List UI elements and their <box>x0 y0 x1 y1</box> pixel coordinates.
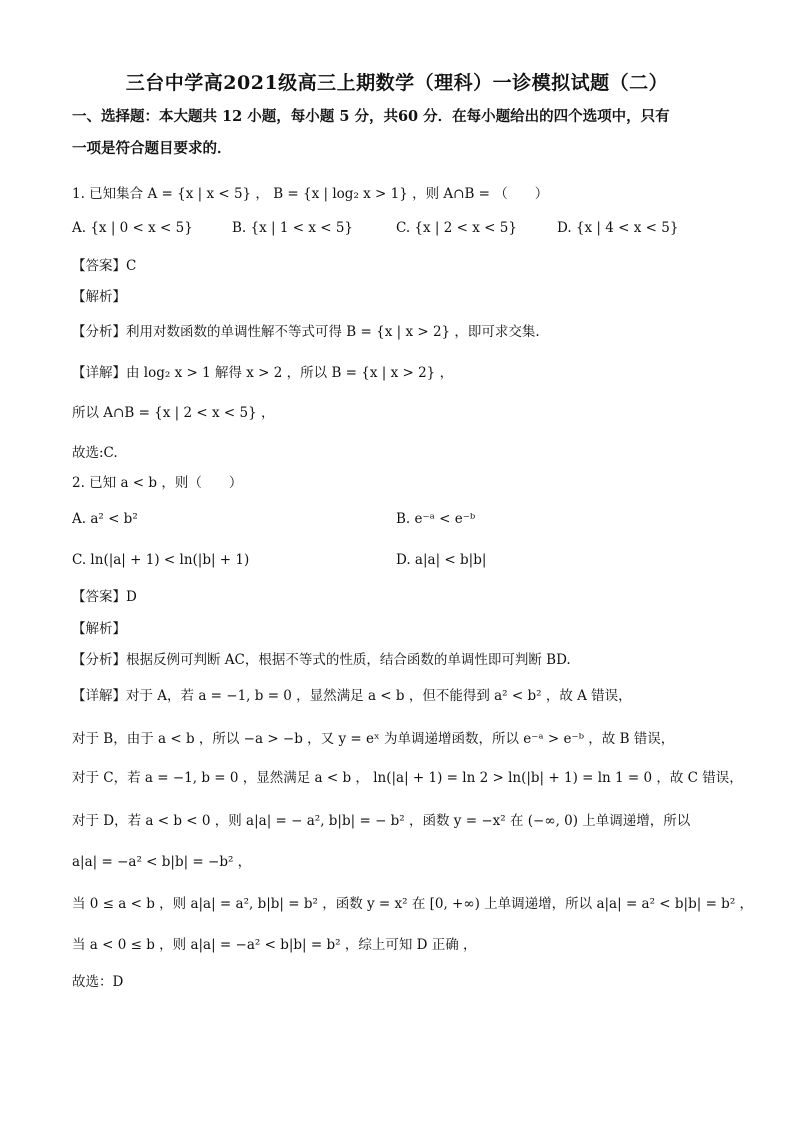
q2-analysis: 【分析】根据反例可判断 AC，根据不等式的性质，结合函数的单调性即可判断 BD. <box>72 652 571 668</box>
section-heading-line1: 一、选择题：本大题共 12 小题，每小题 5 分，共60 分．在每小题给出的四个选项中，只有 <box>72 108 670 125</box>
section-heading-line2: 一项是符合题目要求的． <box>72 140 232 157</box>
q1-choose: 故选:C. <box>72 445 118 461</box>
q2-stem: 2. 已知 a < b ，则（ ） <box>72 475 243 491</box>
q2-detail-d: 对于 D，若 a < b < 0 ，则 a|a| = − a², b|b| = − b² ，函数 y = −x² 在 (−∞, 0) 上单调递增，所以 <box>72 813 691 829</box>
q1-option-b: B. {x | 1 < x < 5} <box>232 220 354 236</box>
q1-answer: 【答案】C <box>72 258 137 274</box>
q2-option-d: D. a|a| < b|b| <box>396 552 487 568</box>
q2-jiexi-label: 【解析】 <box>72 621 126 637</box>
q1-stem: 1. 已知集合 A = {x | x < 5} ， B = {x | log₂ x > 1} ，则 A∩B = （ ） <box>72 186 549 202</box>
page-title: 三台中学高2021级高三上期数学（理科）一诊模拟试题（二） <box>125 72 669 94</box>
q2-detail-b: 对于 B，由于 a < b ，所以 −a > −b ，又 y = eˣ 为单调递增函数，所以 e⁻ᵃ > e⁻ᵇ ，故 B 错误， <box>72 731 675 747</box>
q1-option-d: D. {x | 4 < x < 5} <box>557 220 679 236</box>
q1-detail-line2: 所以 A∩B = {x | 2 < x < 5} ， <box>72 405 275 421</box>
q2-option-b: B. e⁻ᵃ < e⁻ᵇ <box>396 511 476 527</box>
q2-choose: 故选：D <box>72 974 124 990</box>
q1-option-c: C. {x | 2 < x < 5} <box>396 220 517 236</box>
q2-detail-c: 对于 C，若 a = −1, b = 0 ，显然满足 a < b ， ln(|a| + 1) = ln 2 > ln(|b| + 1) = ln 1 = 0 ，故 C 错误， <box>72 770 743 786</box>
q2-detail-d-case2: 当 0 ≤ a < b ，则 a|a| = a², b|b| = b² ，函数 y = x² 在 [0, +∞) 上单调递增，所以 a|a| = a² < b|b| = b² ， <box>72 896 754 912</box>
q2-option-c: C. ln(|a| + 1) < ln(|b| + 1) <box>72 552 250 568</box>
q2-option-a: A. a² < b² <box>72 511 138 527</box>
q1-option-a: A. {x | 0 < x < 5} <box>72 220 193 236</box>
q2-detail-d-case3: 当 a < 0 ≤ b ，则 a|a| = −a² < b|b| = b² ，综上可知 D 正确 ， <box>72 937 477 953</box>
q2-answer: 【答案】D <box>72 589 137 605</box>
q2-detail-d-cont: a|a| = −a² < b|b| = −b² ， <box>72 854 252 870</box>
q1-analysis: 【分析】利用对数函数的单调性解不等式可得 B = {x | x > 2} ，即可求交集. <box>72 324 540 340</box>
q1-jiexi-label: 【解析】 <box>72 289 126 305</box>
q2-detail-a: 【详解】对于 A，若 a = −1, b = 0 ，显然满足 a < b ，但不能得到 a² < b² ，故 A 错误， <box>72 688 632 704</box>
q1-detail: 【详解】由 log₂ x > 1 解得 x > 2 ，所以 B = {x | x > 2} ， <box>72 365 454 381</box>
